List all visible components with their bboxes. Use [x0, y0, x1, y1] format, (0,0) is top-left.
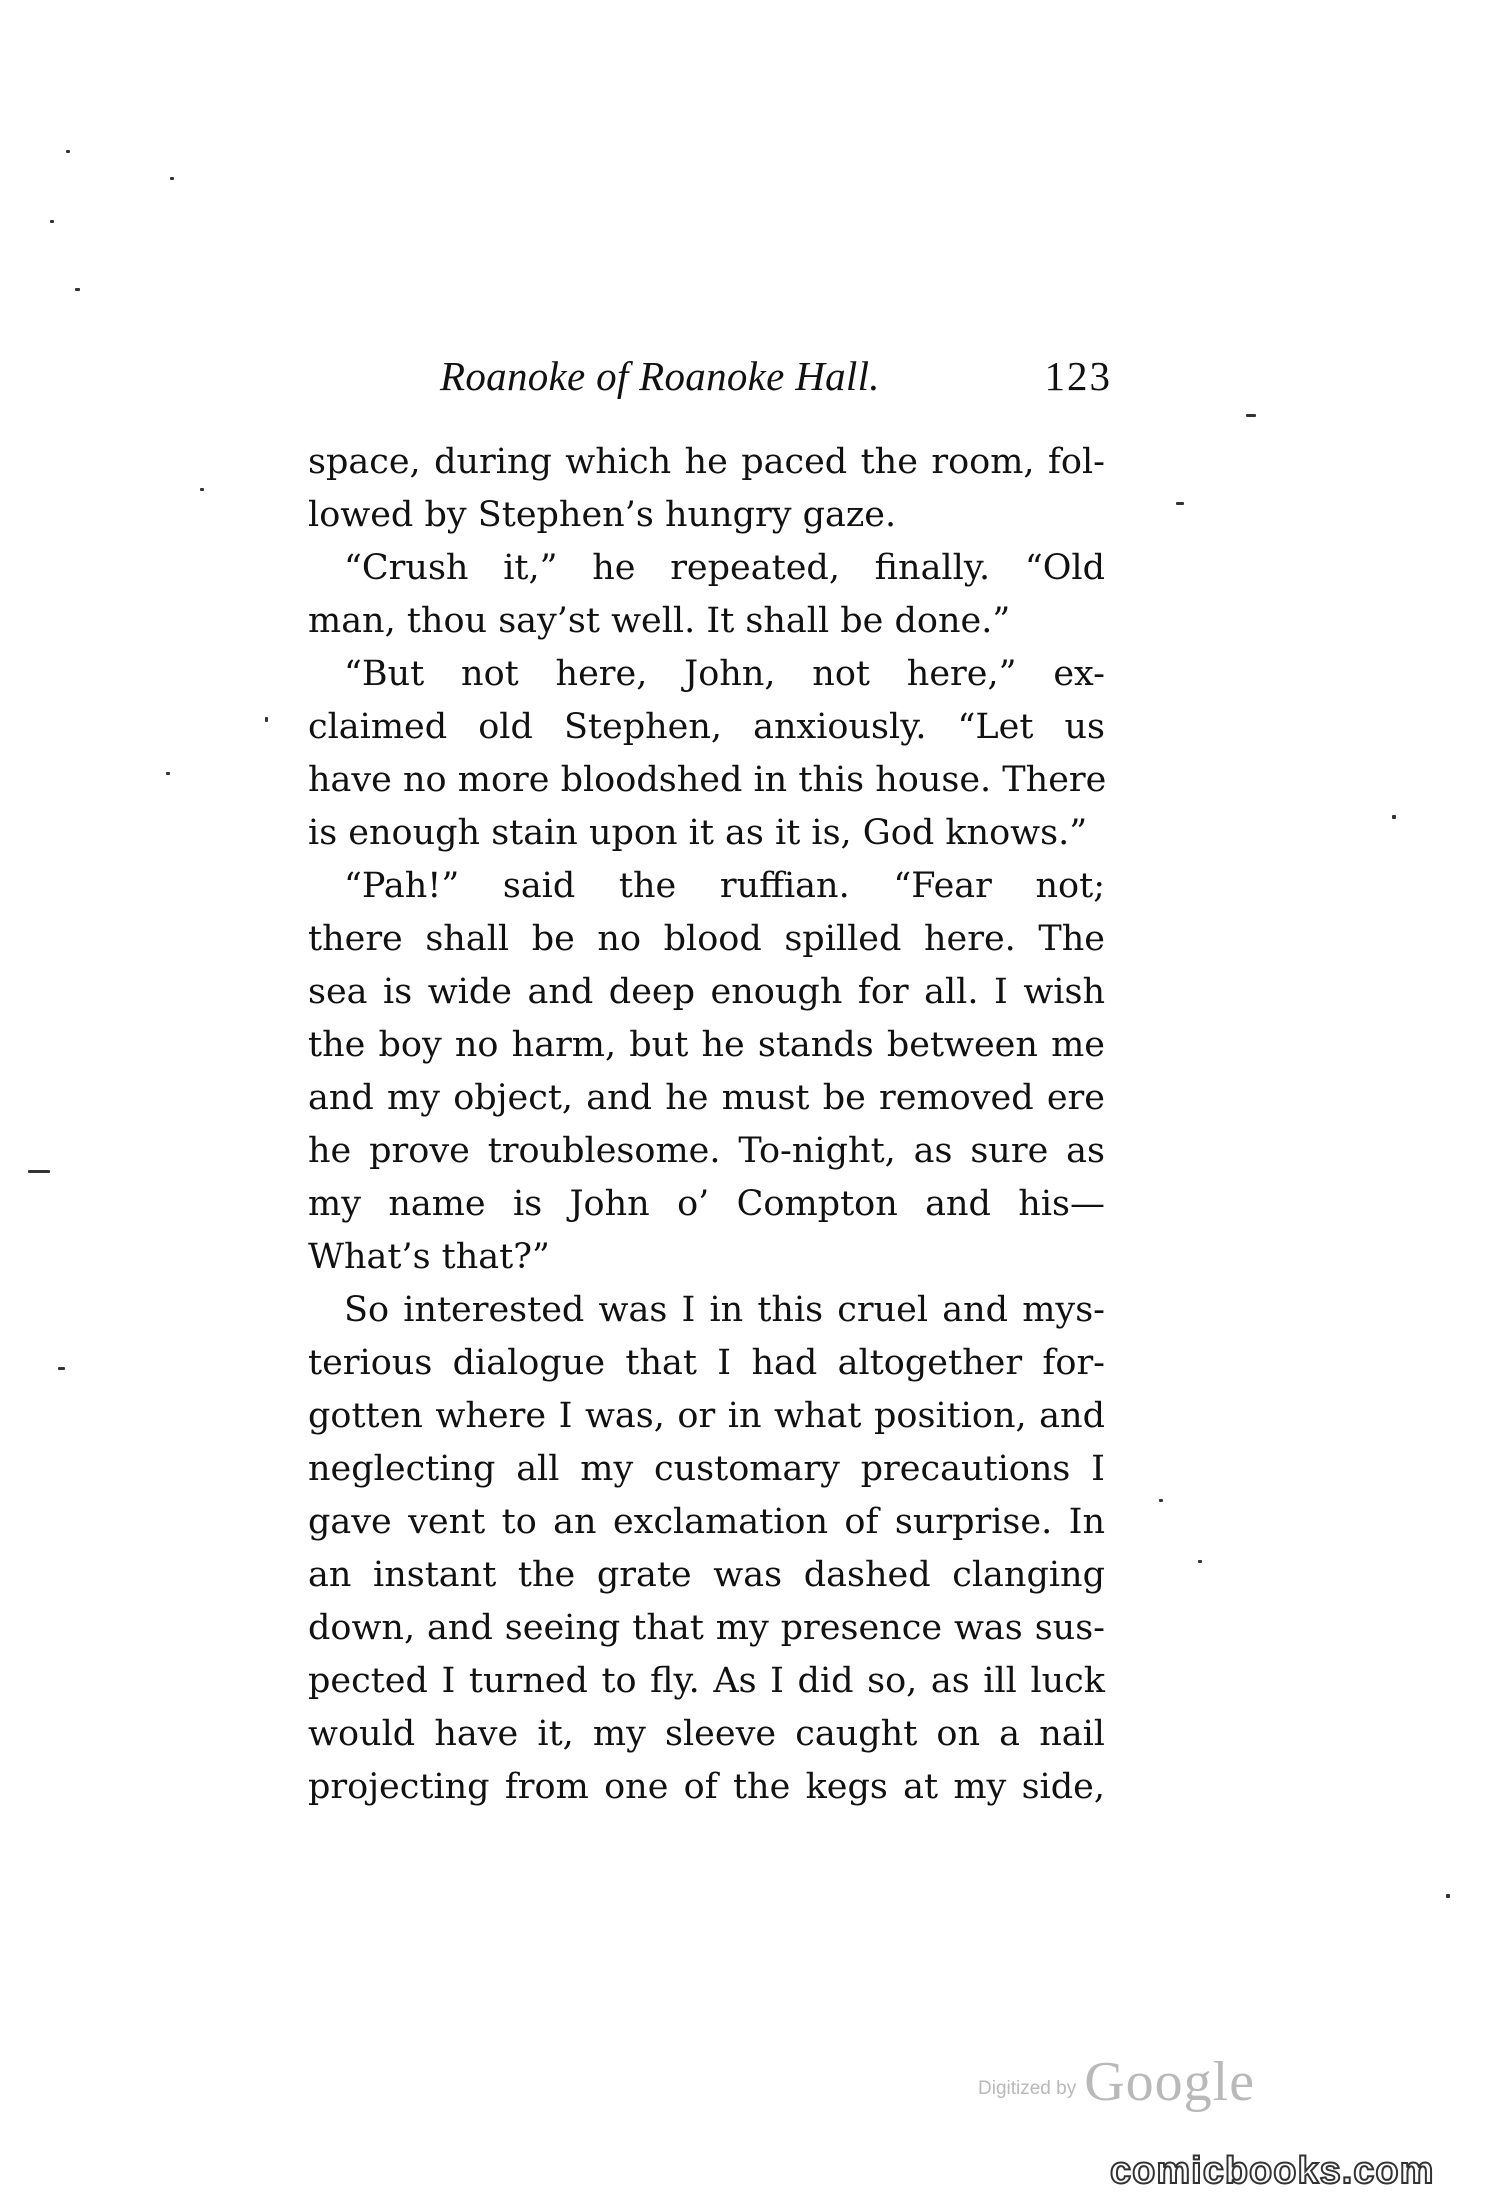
text-line: “Pah!” said the ruffian. “Fear not; [344, 866, 1105, 906]
text-line: he prove troublesome. To-night, as sure as [308, 1131, 1105, 1171]
text-line: terious dialogue that I had altogether for- [308, 1343, 1105, 1383]
scan-speck [1446, 1894, 1450, 1898]
text-line: gotten where I was, or in what position, and [308, 1396, 1105, 1436]
page-number: 123 [1044, 353, 1112, 399]
text-line: sea is wide and deep enough for all. I wish [308, 972, 1105, 1012]
text-line: would have it, my sleeve caught on a nail [308, 1714, 1105, 1754]
scan-speck [1392, 815, 1396, 819]
text-line: is enough stain upon it as it is, God knows.” [308, 813, 1088, 853]
text-line: and my object, and he must be removed ere [308, 1078, 1105, 1118]
text-line: “Crush it,” he repeated, finally. “Old [344, 548, 1105, 588]
text-line: projecting from one of the kegs at my side, [308, 1767, 1105, 1807]
text-line: neglecting all my customary precautions I [308, 1449, 1105, 1489]
text-line: lowed by Stephen’s hungry gaze. [308, 495, 897, 535]
text-line: the boy no harm, but he stands between me [308, 1025, 1105, 1065]
site-watermark: comicbooks.com [1110, 2150, 1435, 2192]
text-line: there shall be no blood spilled here. The [308, 919, 1105, 959]
text-line: space, during which he paced the room, fol- [308, 442, 1105, 482]
body-text [308, 436, 1105, 1814]
text-line: have no more bloodshed in this house. There [308, 760, 1107, 800]
text-line: gave vent to an exclamation of surprise. In [308, 1502, 1105, 1542]
text-line: man, thou say’st well. It shall be done.” [308, 601, 1011, 641]
text-line: down, and seeing that my presence was sus- [308, 1608, 1105, 1648]
scan-speck [1176, 502, 1184, 505]
watermark-prefix: Digitized by [978, 2078, 1077, 2099]
text-line: an instant the grate was dashed clanging [308, 1555, 1105, 1595]
text-line: “But not here, John, not here,” ex- [344, 654, 1105, 694]
scan-speck [170, 177, 174, 180]
scan-speck [1159, 1499, 1163, 1502]
running-title: Roanoke of Roanoke Hall. [440, 353, 880, 399]
text-line: pected I turned to fly. As I did so, as ill luck [308, 1661, 1105, 1701]
scan-speck [58, 1367, 65, 1370]
google-logo: Google [1084, 2051, 1256, 2113]
scan-speck [1246, 414, 1256, 417]
text-line: So interested was I in this cruel and mys- [344, 1290, 1105, 1330]
running-head [440, 352, 1112, 408]
scan-speck [75, 288, 80, 291]
text-line: my name is John o’ Compton and his— [308, 1184, 1105, 1224]
digitized-by-watermark [978, 2050, 1255, 2114]
scan-speck [50, 220, 54, 223]
scan-speck [1198, 1560, 1202, 1563]
text-line: claimed old Stephen, anxiously. “Let us [308, 707, 1105, 747]
scan-speck [200, 488, 204, 491]
scan-speck [265, 717, 268, 722]
scan-speck [166, 772, 170, 775]
scan-speck [28, 1170, 50, 1173]
scan-speck [66, 150, 70, 153]
text-line: What’s that?” [308, 1237, 550, 1277]
